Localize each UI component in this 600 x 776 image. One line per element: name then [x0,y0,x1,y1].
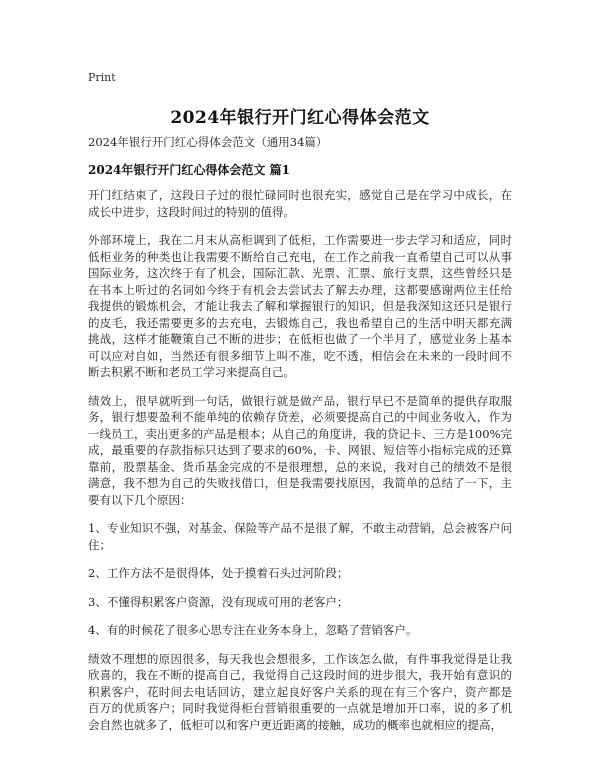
paragraph-intro: 开门红结束了，这段日子过的很忙碌同时也很充实，感觉自己是在学习中成长，在成长中进步，这段时间过的特别的值得。 [88,188,512,219]
section-heading: 2024年银行开门红心得体会范文 篇1 [88,163,290,177]
paragraph-reason-3: 3、不懂得积累客户资源，没有现成可用的老客户； [88,594,349,609]
paragraph-reflection: 绩效不理想的原因很多，每天我也会想很多，工作该怎么做，有件事我觉得是让我欣喜的，我在不断的提高自己，我觉得自己这段时间的进步很大，我开始有意识的积累客户，花时间去电话回访，建立起良好客户关系的现在有三个客户，资产都是百万的优质客户；同时我觉得柜台营销很重要的一点就是增加开口率，说的多了机会自然也就多了，低柜可以和客户更近距离的接触，成功的概率也就相应的提高， [88,651,512,732]
paragraph-performance: 绩效上，很早就听到一句话，做银行就是做产品，银行早已不是简单的提供存取服务，银行想要盈利不能单纯的依赖存贷差，必须要提高自己的中间业务收入，作为一线员工，卖出更多的产品是根本；从自己的角度讲，我的贷记卡、三方是100%完成，最重要的存款指标只达到了要求的60%，卡、网银、短信等小指标完成的还算靠前，股票基金、货币基金完成的不是很理想，总的来说，我对自己的绩效不是很满意，我不想为自己的失败找借口，但是我需要找原因，我简单的总结了一下，主要有以下几个原因： [88,393,512,507]
paragraph-reason-2: 2、工作方法不是很得体，处于摸着石头过河阶段； [88,566,349,580]
print-link[interactable]: Print [88,71,116,84]
document-body [88,187,512,745]
document-title: 2024年银行开门红心得体会范文 [170,108,430,128]
paragraph-reason-4: 4、有的时候花了很多心思专注在业务本身上，忽略了营销客户。 [88,623,418,637]
paragraph-reason-1: 1、专业知识不强，对基金、保险等产品不是很了解，不敢主动营销，总会被客户问住； [88,521,512,552]
document-subtitle: 2024年银行开门红心得体会范文（通用34篇） [88,135,328,149]
paragraph-environment: 外部环境上，我在二月末从高柜调到了低柜，工作需要进一步去学习和适应，同时低柜业务的种类也让我需要不断给自己充电，在工作之前我一直希望自己可以从事国际业务，这次终于有了机会，国际汇款、光票、汇票、旅行支票，这些曾经只是在书本上听过的名词如今终于有机会去尝试去了解去办理，这都要感谢两位主任给我提供的锻炼机会，才能让我去了解和掌握银行的知识，但是我深知这还只是银行的皮毛，我还需要更多的去充电，去锻炼自己，我也希望自己的生活中明天都充满挑战，这样才能鞭策自己不断的进步；在低柜也做了一个半月了，感觉业务上基本可以应对自如，当然还有很多细节上叫不准，吃不透，相信会在未来的一段时间不断去积累不断和老员工学习来提高自己。 [88,233,512,379]
